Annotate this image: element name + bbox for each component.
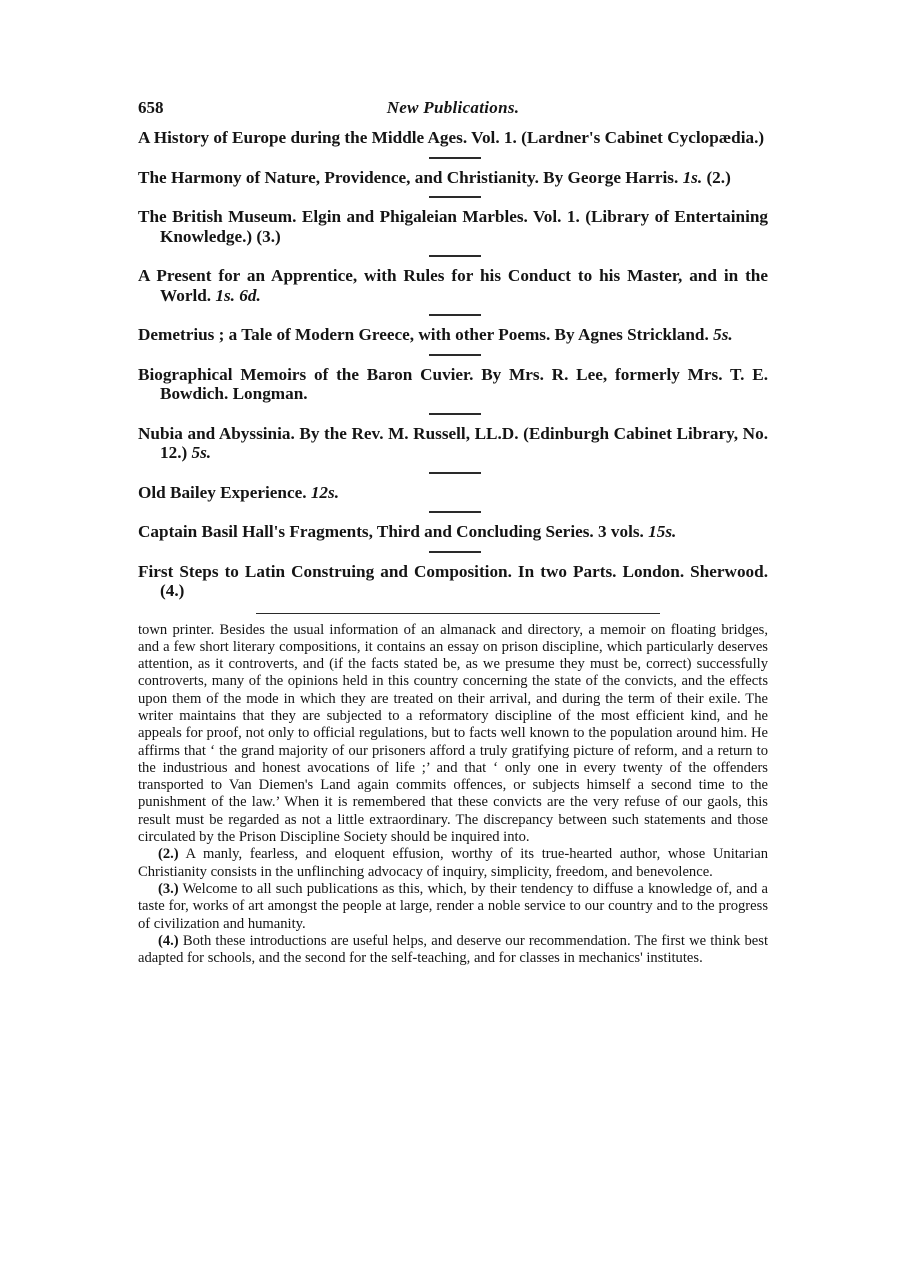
entry-separator	[429, 413, 481, 415]
document-page	[138, 98, 768, 967]
publication-entry	[138, 168, 768, 188]
entry-price: 5s.	[191, 443, 212, 462]
entry-separator	[429, 551, 481, 553]
note-text: Welcome to all such publications as this, which, by their tendency to diffuse a knowledge of, and a taste for, works of art amongst the people at large, render a noble service to our country and to the progress of civilization and humanity.	[138, 880, 768, 932]
publication-entry	[138, 365, 768, 404]
note-marker: (3.)	[158, 880, 179, 897]
entry-text: A History of Europe during the Middle Ages. Vol. 1. (Lardner's Cabinet Cyclopædia.)	[138, 128, 765, 147]
entry-text: Nubia and Abyssinia. By the Rev. M. Russell, LL.D. (Edinburgh Cabinet Library, No. 12.)	[138, 423, 768, 462]
entry-text: First Steps to Latin Construing and Composition. In two Parts. London. Sherwood. (4.)	[138, 561, 768, 600]
running-head-title: New Publications.	[386, 98, 520, 117]
note-4	[138, 933, 768, 968]
note-text: A manly, fearless, and eloquent effusion, worthy of its true-hearted author, whose Unitarian Christianity consists in the unflinching advocacy of inquiry, simplicity, freedom, and benevolence.	[138, 846, 768, 880]
publication-entry	[138, 522, 768, 542]
entry-note-ref: (2.)	[702, 167, 731, 187]
entry-price: 12s.	[310, 482, 340, 502]
entry-text: A Present for an Apprentice, with Rules for his Conduct to his Master, and in the World.	[138, 266, 768, 305]
publication-entry	[138, 325, 768, 345]
publication-entry	[138, 424, 768, 463]
entry-text: The Harmony of Nature, Providence, and Christianity. By George Harris.	[138, 167, 683, 187]
footnotes	[138, 622, 768, 968]
publication-entry	[138, 266, 768, 305]
publication-entry	[138, 562, 768, 601]
entry-price: 15s.	[648, 522, 677, 541]
entry-price: 5s.	[713, 325, 733, 344]
note-text: Both these introductions are useful helps, and deserve our recommendation. The first we think best adapted for schools, and the second for the self-teaching, and for classes in mechanics' institutes.	[138, 932, 768, 967]
entry-separator	[429, 511, 481, 513]
publication-entry	[138, 207, 768, 246]
entry-text: Biographical Memoirs of the Baron Cuvier. By Mrs. R. Lee, formerly Mrs. T. E. Bowdich. Longman.	[138, 364, 768, 403]
publication-entry	[138, 128, 768, 148]
note-3	[138, 881, 768, 933]
entry-separator	[429, 196, 481, 198]
entry-price: 1s.	[682, 167, 703, 187]
publication-list	[138, 128, 768, 601]
note-marker: (2.)	[158, 846, 179, 863]
entry-text: The British Museum. Elgin and Phigaleian Marbles. Vol. 1. (Library of Entertaining Knowledge.) (3.)	[138, 207, 768, 246]
entry-text: Demetrius ; a Tale of Modern Greece, with other Poems. By Agnes Strickland.	[138, 325, 714, 344]
entry-text: Captain Basil Hall's Fragments, Third and Concluding Series. 3 vols.	[138, 522, 649, 541]
entry-price: 1s. 6d.	[215, 285, 261, 305]
note-marker: (4.)	[158, 932, 179, 949]
entry-separator	[429, 255, 481, 257]
entry-separator	[429, 314, 481, 316]
page-number: 658	[138, 98, 164, 117]
section-rule	[256, 613, 660, 614]
entry-separator	[429, 354, 481, 356]
note-continuation: town printer. Besides the usual information of an almanack and directory, a memoir on floating bridges, and a few short literary compositions, it contains an essay on prison discipline, which particularly deserves attention, as it controverts, and (if the facts stated be, as we presume they must be, correct) successfully controverts, many of the opinions held in this country concerning the state of the convicts, and the effects upon them of the mode in which they are treated on their arrival, and during the term of their exile. The writer maintains that they are subjected to a reformatory discipline of the most efficient kind, and he appeals for proof, not only to official regulations, but to facts well known to the population around him. He affirms that ‘ the grand majority of our prisoners afford a truly gratifying picture of reform, and a return to the industrious and honest avocations of life ;’ and that ‘ only one in every twenty of the offenders transported to Van Diemen's Land again commits offences, or subjects himself a second time to the punishment of the law.’ When it is remembered that these convicts are the very refuse of our gaols, this result must be regarded as not a little extraordinary. The discrepancy between such statements and those circulated by the Prison Discipline Society should be inquired into.	[138, 621, 768, 846]
entry-text: Old Bailey Experience.	[138, 482, 311, 502]
publication-entry	[138, 483, 768, 503]
entry-separator	[429, 472, 481, 474]
entry-separator	[429, 157, 481, 159]
note-2	[138, 846, 768, 881]
running-head	[138, 98, 768, 124]
